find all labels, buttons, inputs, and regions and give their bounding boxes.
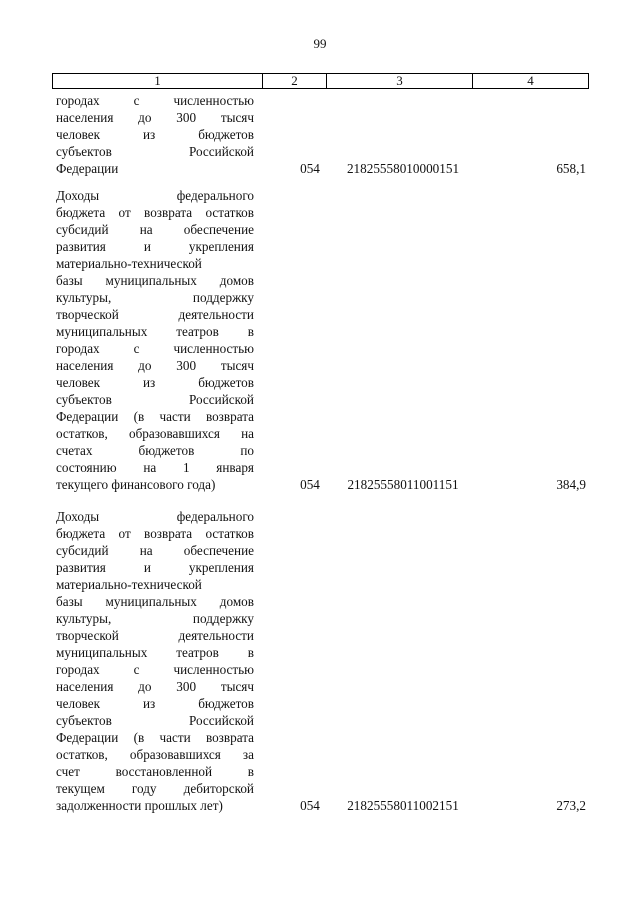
description-line: населения до 300 тысяч <box>56 679 254 694</box>
description-line: материально-технической <box>56 577 202 592</box>
description-line: муниципальных театров в <box>56 645 254 660</box>
admin-code: 054 <box>300 477 320 492</box>
description-line: культуры, поддержку <box>56 611 254 626</box>
amount: 658,1 <box>556 161 586 176</box>
description-line: субъектов Российской <box>56 713 254 728</box>
description-line: базы муниципальных домов <box>56 273 254 288</box>
description-line: населения до 300 тысяч <box>56 358 254 373</box>
description-line: субъектов Российской <box>56 392 254 407</box>
description-line: развития и укрепления <box>56 239 254 254</box>
table-header <box>52 73 589 89</box>
budget-classification-code: 21825558011002151 <box>347 798 459 813</box>
description-line: счет восстановленной в <box>56 764 254 779</box>
description-line: городах с численностью <box>56 341 254 356</box>
description-line: муниципальных театров в <box>56 324 254 339</box>
admin-code: 054 <box>300 161 320 176</box>
description-line: бюджета от возврата остатков <box>56 205 254 220</box>
description-line: Доходы федерального <box>56 509 254 524</box>
description-line: развития и укрепления <box>56 560 254 575</box>
description-line: творческой деятельности <box>56 307 254 322</box>
description-line: субсидий на обеспечение <box>56 222 254 237</box>
description-line: текущем году дебиторской <box>56 781 254 796</box>
row-description <box>56 187 254 493</box>
column-number-4: 4 <box>473 74 589 89</box>
description-line: человек из бюджетов <box>56 696 254 711</box>
description-line: Федерации (в части возврата <box>56 730 254 745</box>
row-description <box>56 92 254 177</box>
description-line: творческой деятельности <box>56 628 254 643</box>
description-line: городах с численностью <box>56 662 254 677</box>
description-line: субъектов Российской <box>56 144 254 159</box>
description-line: остатков, образовавшихся за <box>56 747 254 762</box>
description-line: Доходы федерального <box>56 188 254 203</box>
description-line: Федерации <box>56 161 119 176</box>
description-line: состоянию на 1 января <box>56 460 254 475</box>
budget-classification-code: 21825558010000151 <box>346 161 460 176</box>
page-number: 99 <box>313 36 327 51</box>
column-number-3: 3 <box>327 74 473 89</box>
description-line: бюджета от возврата остатков <box>56 526 254 541</box>
description-line: культуры, поддержку <box>56 290 254 305</box>
amount: 384,9 <box>556 477 586 492</box>
description-line: остатков, образовавшихся на <box>56 426 254 441</box>
amount: 273,2 <box>556 798 586 813</box>
description-line: текущего финансового года) <box>56 477 216 492</box>
description-line: человек из бюджетов <box>56 127 254 142</box>
column-number-2: 2 <box>263 74 327 89</box>
description-line: населения до 300 тысяч <box>56 110 254 125</box>
description-line: человек из бюджетов <box>56 375 254 390</box>
description-line: счетах бюджетов по <box>56 443 254 458</box>
description-line: Федерации (в части возврата <box>56 409 254 424</box>
description-line: материально-технической <box>56 256 202 271</box>
description-line: субсидий на обеспечение <box>56 543 254 558</box>
budget-classification-code: 21825558011001151 <box>347 477 459 492</box>
column-number-1: 1 <box>53 74 263 89</box>
description-line: базы муниципальных домов <box>56 594 254 609</box>
column-number-row <box>53 74 589 89</box>
description-line: задолженности прошлых лет) <box>56 798 223 813</box>
admin-code: 054 <box>300 798 320 813</box>
row-description <box>56 508 254 814</box>
description-line: городах с численностью <box>56 93 254 108</box>
